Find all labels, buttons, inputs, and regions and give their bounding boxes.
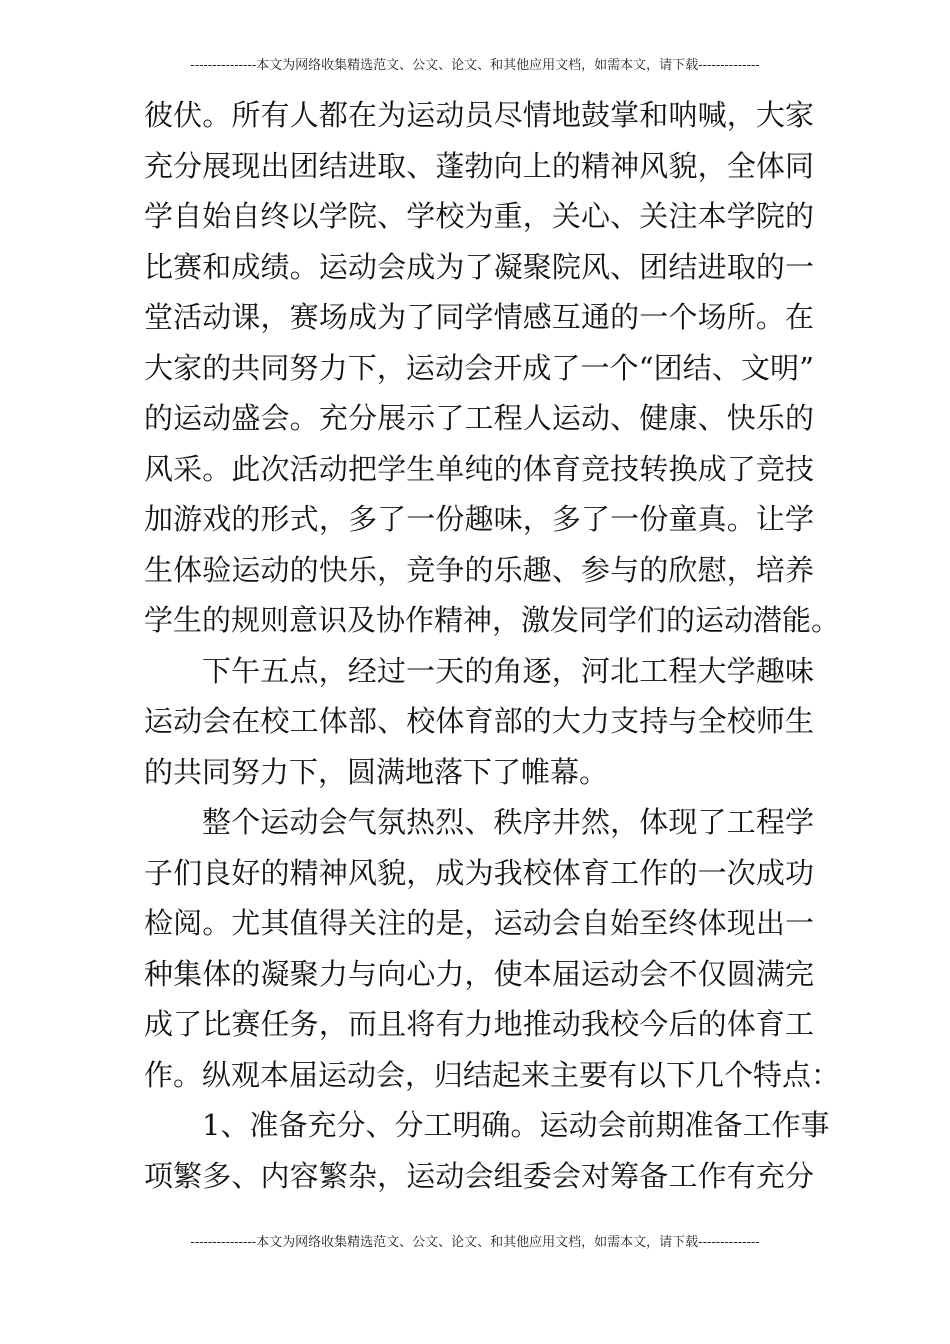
text-line: 堂活动课，赛场成为了同学情感互通的一个场所。在 [144, 300, 814, 334]
page-header: ---------------本文为网络收集精选范文、公文、论文、和其他应用文档，如需本文，请下载-------------- [190, 58, 760, 73]
paragraph-first-line: 下午五点，经过一天的角逐，河北工程大学趣味 [202, 653, 814, 688]
document-body [144, 90, 841, 1201]
text-line: 成了比赛任务，而且将有力地推动我校今后的体育工 [144, 1007, 814, 1041]
paragraph-first-line: 整个运动会气氛热烈、秩序井然，体现了工程学 [202, 805, 814, 839]
text-line: 加游戏的形式，多了一份趣味，多了一份童真。让学 [144, 502, 814, 536]
text-line: 风采。此次活动把学生单纯的体育竞技转换成了竞技 [144, 451, 814, 486]
text-line: 学自始自终以学院、学校为重，关心、关注本学院的 [144, 199, 814, 233]
text-line: 种集体的凝聚力与向心力，使本届运动会不仅圆满完 [144, 956, 814, 991]
text-line: 的共同努力下，圆满地落下了帷幕。 [144, 754, 609, 789]
text-line: 作。纵观本届运动会，归结起来主要有以下几个特点： [144, 1057, 841, 1092]
text-line: 学生的规则意识及协作精神，激发同学们的运动潜能。 [144, 603, 841, 637]
paragraph-first-line: 1、准备充分、分工明确。运动会前期准备工作事 [202, 1108, 830, 1142]
text-line: 的运动盛会。充分展示了工程人运动、健康、快乐的 [144, 401, 814, 435]
text-line: 充分展现出团结进取、蓬勃向上的精神风貌，全体同 [144, 148, 814, 183]
text-line: 子们良好的精神风貌，成为我校体育工作的一次成功 [144, 855, 814, 890]
text-line: 彼伏。所有人都在为运动员尽情地鼓掌和呐喊，大家 [144, 98, 814, 132]
text-line: 项繁多、内容繁杂，运动会组委会对筹备工作有充分 [144, 1158, 814, 1193]
text-line: 检阅。尤其值得关注的是，运动会自始至终体现出一 [144, 906, 814, 940]
text-line: 比赛和成绩。运动会成为了凝聚院风、团结进取的一 [144, 249, 814, 284]
text-line: 大家的共同努力下，运动会开成了一个“团结、文明” [144, 350, 814, 385]
text-line: 生体验运动的快乐，竞争的乐趣、参与的欣慰，培养 [144, 552, 814, 587]
page-footer: ---------------本文为网络收集精选范文、公文、论文、和其他应用文档，如需本文，请下载-------------- [190, 1235, 760, 1250]
text-line: 运动会在校工体部、校体育部的大力支持与全校师生 [144, 704, 814, 738]
